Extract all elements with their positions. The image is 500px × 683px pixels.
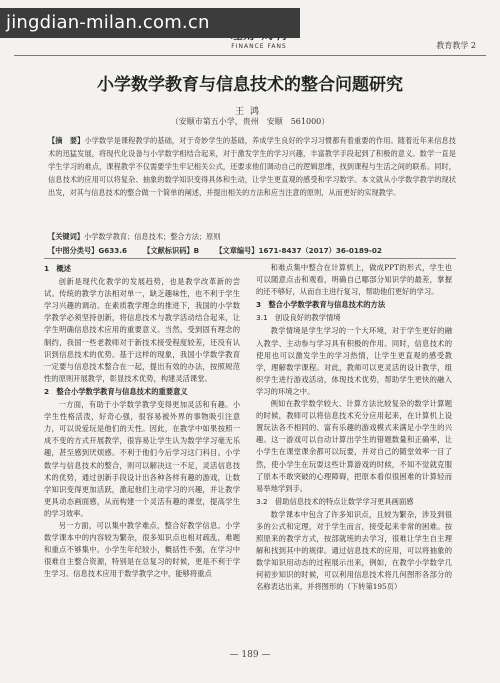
body-paragraph: 创新是现代化教学的发展趋势，也是教学改革新的尝试。传统的教学方法相对单一，缺乏趣味性，也不利于学生学习兴趣的调动。在素质教学理念的推进下，我国的小学数学教学必须坚持创新，将信息技术与教学活动结合起来，让学生明确信息技术应用的重要意义。当然，受到固有理念的制约，我国一些老教师对于新技术接受程度较差，还没有认识到信息技术的优势。基于这样的现象，我国小学数学教育一定要与信息技术整合在一起，提出有效的办法，按照规范性的原则开展教学，彰显技术优势，构建灵活课堂。 bbox=[44, 277, 240, 383]
section-heading: 2 整合小学数学教育与信息技术的重要意义 bbox=[44, 386, 188, 396]
keywords-label: 【关键词】 bbox=[48, 232, 84, 241]
page-number: — 189 — bbox=[229, 650, 271, 660]
brand-subtitle: FINANCE FANS bbox=[231, 43, 287, 50]
section-heading: 3.2 借助信息技术的特点让数学学习更具画面感 bbox=[256, 496, 414, 506]
watermark-banner: jingdian-milan.com.cn bbox=[0, 8, 300, 38]
body-paragraph: 和难点集中整合在计算机上，做成PPT的形式，学生也可以随意点击和观看，明确自己哪部分知识学的最差，掌握的还不够好，从而自主进行复习，帮助他们更好的学习。 bbox=[256, 263, 452, 297]
author-affiliation: （安顺市第五小学，贵州 安顺 561000） bbox=[170, 117, 330, 126]
body-paragraph: 一方面，有助于小学数学教学变得更加灵活和有趣。小学生性格活泼，好奇心强，很容易被外界的事物吸引注意力，可以说爱玩是他们的天性。因此，在教学中如果按照一成不变的方式开展教学，很容易让学生认为数学学习毫无乐趣，甚至感到厌烦感。不利于他们今后学习这门科目。小学数学与信息技术的整合，则可以解决这一不足，灵活信息技术的优势，通过创新手段设计出各种各样有趣的游戏，让数学知识变得更加活跃，激起他们主动学习的兴趣，并让教学更具动态画面感，从而构建一个灵活有趣的课堂，提高学生的学习效率。 bbox=[44, 400, 240, 518]
clc-number: 【中图分类号】G633.6 bbox=[48, 246, 127, 255]
body-column-right bbox=[256, 262, 452, 594]
abstract-divider bbox=[44, 258, 456, 259]
section-tag: 教育教学 2 bbox=[436, 41, 476, 50]
article-number: 【文章编号】1671-8437（2017）36-0189-02 bbox=[215, 246, 382, 255]
keywords bbox=[48, 232, 456, 242]
body-paragraph: 例如在教学数学较大、计算方法比较复杂的数学计算题的时候，教师可以将信息技术充分应用起来，在计算机上设置玩法各不相同的、富有乐趣的游戏模式来满足小学生的兴趣。这一游戏可以自动计算出学生的错题数量和正确率，让小学生在课堂课余都可以玩要，并对自己的随堂效率一目了然，使小学生在玩耍这些计算游戏的时候，不知不觉就克服了原本不敢突破的心理障碍，把原本看似很困难的计算轻而易举地学到手。 bbox=[256, 399, 452, 493]
abstract-label: 【摘 要】 bbox=[48, 136, 85, 145]
body-column-left bbox=[44, 262, 240, 580]
article-title: 小学数学教育与信息技术的整合问题研究 bbox=[97, 75, 403, 95]
document-code: 【文献标识码】B bbox=[143, 246, 200, 255]
abstract-text: 小学数学是课程教学的基础，对于奇妙学生的基础，养成学生良好的学习习惯都有着重要的作用。随着近年来信息技术的迅猛发展，将现代化设备与小学数学相结合起来，对于激发学生的学习兴趣，丰富教学手段起到了积极的意义。数学一直是学生学习的难点，课程教学不仅需要学生牢记相关公式，还要求他们调动自己的逻辑思维，找到课程与生活之间的联系。同时，信息技术的应用可以将复杂、抽象的数学知识变得具体和生动，让学生更直观的感受和学习数学。本文就从小学数学教学的现状出发，对其与信息技术的整合做一个简单的阐述，并提出相关的方法和应当注意的原则，从而更好的实现教学。 bbox=[48, 136, 456, 197]
keywords-text: 小学数学教育；信息技术；整合方法；原则 bbox=[83, 232, 221, 241]
author-name: 王鸿 bbox=[234, 107, 265, 117]
body-paragraph: 教学情境是学生学习的一个大环境，对于学生更好的融入教学、主动参与学习具有积极的作用。同时，信息技术的使用也可以激发学生的学习热情，让学生更直观的感受教学，理解数学课程。对此，教师可以更灵活的设计教学，组织学生进行游戏活动，体现技术优势，帮助学生更快的融入学习的环境之中。 bbox=[256, 326, 452, 396]
section-heading: 3.1 创设良好的教学情境 bbox=[256, 313, 341, 323]
classification-line bbox=[48, 246, 456, 256]
section-heading: 1 概述 bbox=[44, 264, 71, 273]
body-paragraph: 另一方面，可以集中教学难点，整合好教学信息。小学数学课本中的内容较为繁杂，很多知识点也相对疏乱，难题和重点不够集中。小学生年纪较小，概括性不强，在学习中很难自主整合资源，特别是在总复习的时候，更是不利于学生学习。信息技术应用于数学教学之中，能够将重点 bbox=[44, 520, 240, 579]
section-heading: 3 整合小学数学教育与信息技术的方法 bbox=[256, 300, 386, 310]
body-paragraph: 数学课本中包含了许多知识点，且较为繁杂，涉及到很多的公式和定理，对于学生而言，接受起来非常的困难。按照原来的教学方式，按部就班的去学习，很难让学生自主理解和找到其中的规律。通过信息技术的应用，可以将抽象的数学知识用动态的过程展示出来，例如，在教学小学数学几何初步知识的时候，可以利用信息技术将几何图形各部分的名称表达出来，并将图形的（下转第195页） bbox=[256, 509, 452, 592]
abstract bbox=[48, 134, 456, 199]
